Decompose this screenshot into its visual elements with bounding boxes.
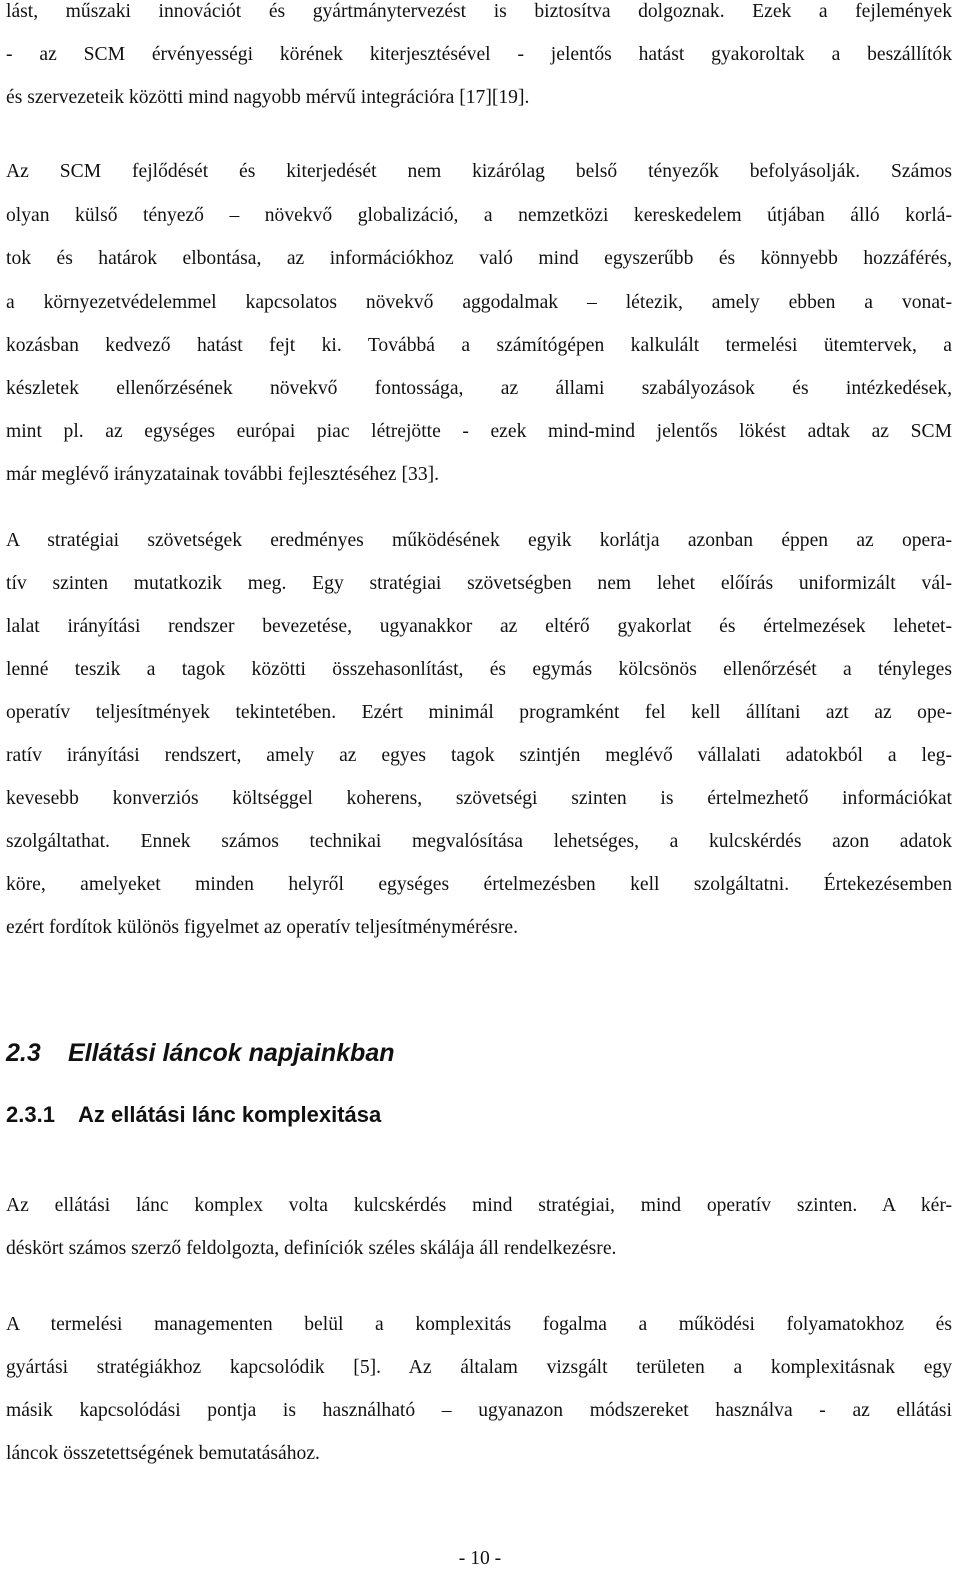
text-line: lenné teszik a tagok közötti összehasonlítást, és egymás kölcsönös ellenőrzését a tényleges (6, 659, 952, 680)
text-line: készletek ellenőrzésének növekvő fontossága, az állami szabályozások és intézkedések, (6, 378, 952, 399)
text-line: A termelési managementen belül a komplexitás fogalma a működési folyamatokhoz és (6, 1314, 952, 1335)
text-line: lást, műszaki innovációt és gyártmánytervezést is biztosítva dolgoznak. Ezek a fejlemények (6, 1, 952, 22)
text-line: - az SCM érvényességi körének kiterjesztésével - jelentős hatást gyakoroltak a beszállítók (6, 44, 952, 65)
section-heading (6, 1038, 395, 1068)
text-line: tok és határok elbontása, az információkhoz való mind egyszerűbb és könnyebb hozzáférés, (6, 248, 952, 269)
text-line: láncok összetettségének bemutatásához. (6, 1443, 320, 1464)
text-line: a környezetvédelemmel kapcsolatos növekvő aggodalmak – létezik, amely ebben a vonat- (6, 292, 952, 313)
page-number: - 10 - (458, 1548, 502, 1569)
text-line: Az ellátási lánc komplex volta kulcskérdés mind stratégiai, mind operatív szinten. A kér- (6, 1195, 952, 1216)
text-line: déskört számos szerző feldolgozta, definíciók széles skálája áll rendelkezésre. (6, 1238, 617, 1259)
section-title: Ellátási láncok napjainkban (68, 1039, 395, 1067)
subsection-title: Az ellátási lánc komplexitása (78, 1102, 382, 1127)
section-number: 2.3 (6, 1039, 41, 1067)
text-line: operatív teljesítmények tekintetében. Ezért minimál programként fel kell állítani azt az ope- (6, 702, 952, 723)
text-line: ezért fordítok különös figyelmet az operatív teljesítménymérésre. (6, 917, 518, 938)
text-line: másik kapcsolódási pontja is használható – ugyanazon módszereket használva - az ellátási (6, 1400, 952, 1421)
subsection-number: 2.3.1 (6, 1102, 55, 1127)
text-line: mint pl. az egységes európai piac létrejötte - ezek mind-mind jelentős lökést adtak az SCM (6, 421, 952, 442)
text-line: lalat irányítási rendszer bevezetése, ugyanakkor az eltérő gyakorlat és értelmezések lehetet- (6, 616, 952, 637)
text-line: és szervezeteik közötti mind nagyobb mérvű integrációra [17][19]. (6, 87, 530, 108)
text-line: A stratégiai szövetségek eredményes működésének egyik korlátja azonban éppen az opera- (6, 530, 952, 551)
text-line: Az SCM fejlődését és kiterjedését nem kizárólag belső tényezők befolyásolják. Számos (6, 161, 952, 182)
text-line: ratív irányítási rendszert, amely az egyes tagok szintjén meglévő vállalati adatokból a leg- (6, 745, 952, 766)
text-line: tív szinten mutatkozik meg. Egy stratégiai szövetségben nem lehet előírás uniformizált vál- (6, 573, 952, 594)
text-line: szolgáltathat. Ennek számos technikai megvalósítása lehetséges, a kulcskérdés azon adatok (6, 831, 952, 852)
subsection-heading (6, 1101, 381, 1129)
text-line: köre, amelyeket minden helyről egységes értelmezésben kell szolgáltatni. Értekezésemben (6, 874, 952, 895)
text-line: kozásban kedvező hatást fejt ki. Továbbá a számítógépen kalkulált termelési ütemtervek, a (6, 335, 952, 356)
text-line: olyan külső tényező – növekvő globalizáció, a nemzetközi kereskedelem útjában álló korlá- (6, 205, 952, 226)
text-line: kevesebb konverziós költséggel koherens, szövetségi szinten is értelmezhető információkat (6, 788, 952, 809)
text-line: már meglévő irányzatainak további fejlesztéséhez [33]. (6, 464, 440, 485)
text-line: gyártási stratégiákhoz kapcsolódik [5]. Az általam vizsgált területen a komplexitásnak egy (6, 1357, 952, 1378)
